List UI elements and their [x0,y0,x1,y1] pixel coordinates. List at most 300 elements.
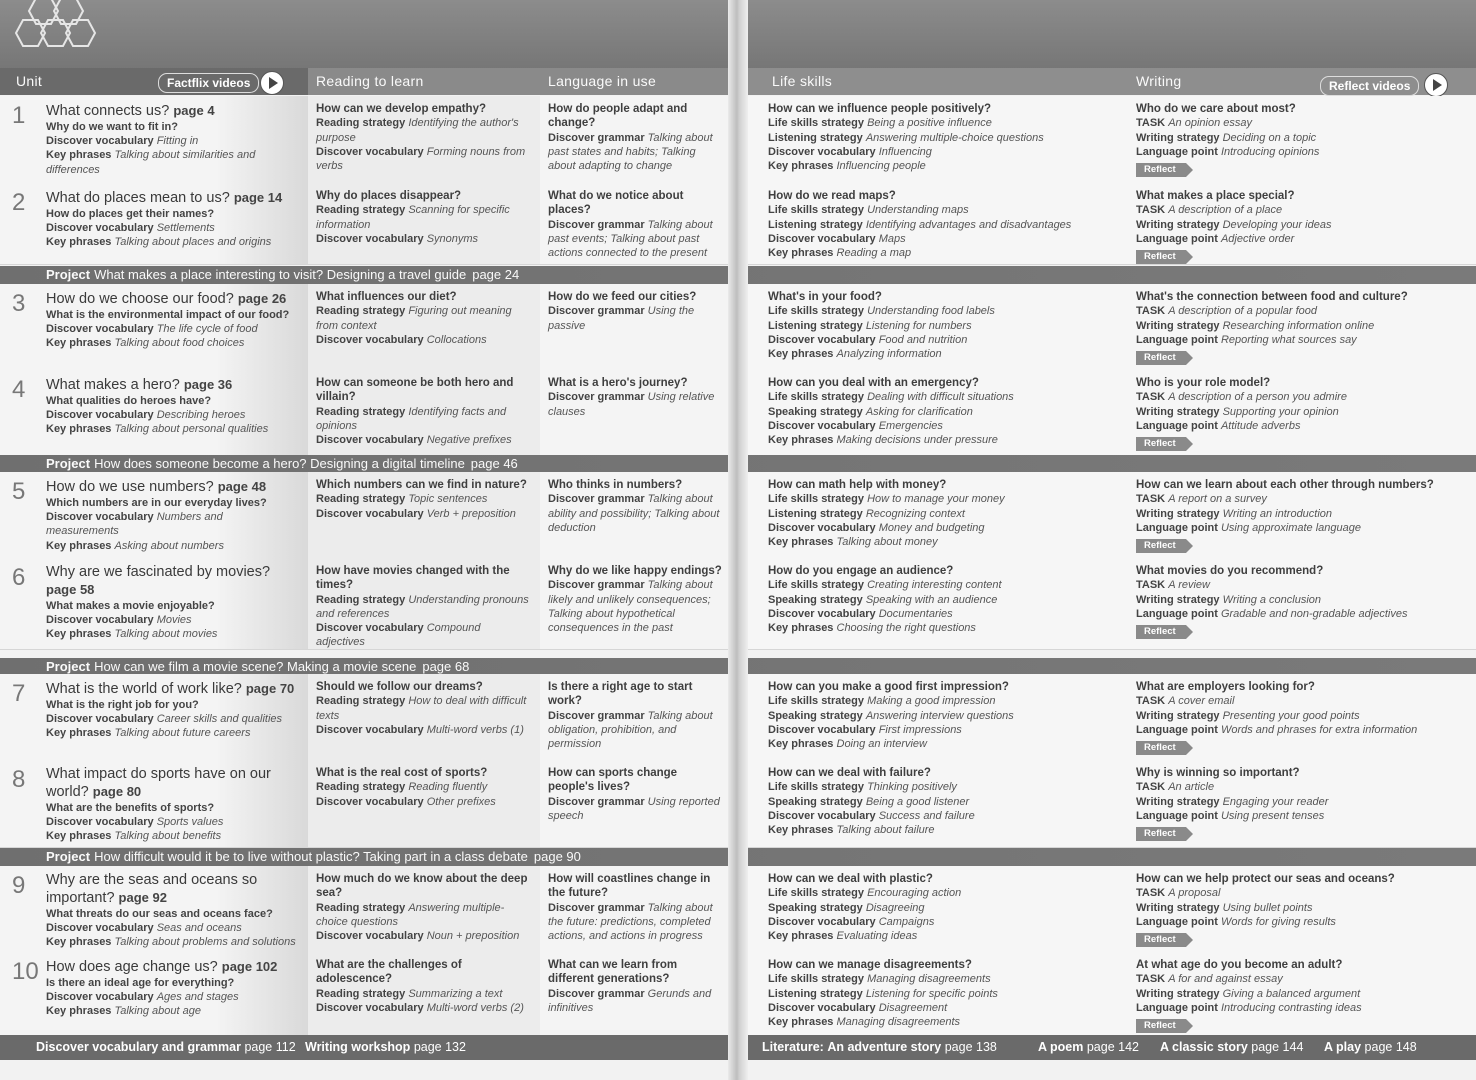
writing-cell [1128,760,1476,847]
unit-question [46,958,298,976]
unit-cell[interactable] [0,183,308,264]
unit-question-text: What connects us? [46,103,170,119]
detail-value: Identifying the author's purpose [316,117,519,144]
language-cell [540,760,730,847]
unit-number: 5 [12,478,26,505]
reading-cell-question: Should we follow our dreams? [316,681,483,693]
detail-line [768,304,1120,318]
detail-line [768,901,1120,915]
detail-value: Developing your ideas [1222,218,1332,231]
unit-cell[interactable] [0,866,308,952]
detail-line [1136,972,1468,986]
detail-label: Discover grammar [548,131,645,144]
detail-line [316,145,532,174]
detail-line [548,578,722,635]
detail-line [316,987,532,1001]
detail-value: Creating interesting content [867,579,1002,592]
detail-label: Discover vocabulary [46,991,154,1003]
detail-label: Life skills strategy [768,695,864,708]
detail-value: Synonyms [426,232,479,245]
unit-question [46,376,298,394]
writing-cell [1128,558,1476,649]
reading-cell [308,952,540,1035]
detail-label: Key phrases [768,824,834,837]
detail-value: Attitude adverbs [1220,419,1301,432]
life-skills-cell [748,866,1128,952]
detail-value: The life cycle of food [156,323,258,335]
detail-value: Other prefixes [426,795,496,808]
reflect-play-icon[interactable] [1424,73,1448,97]
detail-label: Discover vocabulary [768,607,876,620]
detail-value: Influencing [878,145,932,158]
detail-value: A description of a place [1168,204,1283,217]
reflect-button[interactable]: Reflect [1136,250,1186,264]
detail-value: Talking about future careers [114,727,251,740]
language-cell-question: What is a hero's journey? [548,377,688,389]
detail-value: Campaigns [878,915,935,928]
detail-line [768,694,1120,708]
detail-line [768,507,1120,521]
detail-label: Listening strategy [768,131,863,144]
writing-cell [1128,370,1476,455]
footer-dvg-page: page 112 [244,1040,296,1054]
detail-value: Gerunds and infinitives [548,987,712,1014]
detail-line [46,336,298,350]
detail-label: Reading strategy [316,695,406,708]
detail-line [1136,304,1468,318]
life-skills-cell [748,558,1128,649]
unit-question-text: How do we use numbers? [46,479,214,495]
writing-cell-question: What makes a place special? [1136,190,1295,202]
detail-label: Listening strategy [768,507,863,520]
unit-number: 10 [12,958,39,985]
unit-question-text: What impact do sports have on our world? [46,766,271,800]
detail-value: Answering interview questions [865,709,1014,722]
detail-value: Being a good listener [865,795,970,808]
detail-value: Managing disagreements [836,1016,961,1029]
detail-label: Life skills strategy [768,305,864,318]
language-cell [540,96,730,183]
detail-value: First impressions [878,723,962,736]
detail-label: Life skills strategy [768,493,864,506]
life-skills-cell [748,284,1128,370]
detail-label: Key phrases [768,348,834,361]
detail-value: Talking about past events; Talking about past actions connected to the present [548,218,713,260]
detail-value: Choosing the right questions [836,622,976,635]
detail-line [1136,607,1468,621]
detail-value: Noun + preposition [426,930,520,943]
detail-label: Discover vocabulary [768,232,876,245]
reflect-button[interactable]: Reflect [1136,741,1186,755]
detail-label: Key phrases [46,830,112,843]
detail-value: Talking about obligation, prohibition, and permission [548,709,713,751]
unit-subquestion: Why do we want to fit in? [46,121,178,133]
detail-label: Language point [1136,723,1218,736]
writing-cell [1128,472,1476,558]
unit-number: 3 [12,290,26,317]
footer-poem-page: page 142 [1086,1040,1139,1054]
detail-label: Discover vocabulary [46,409,154,421]
unit-subquestion: What makes a movie enjoyable? [46,600,215,612]
detail-line [768,1015,1120,1029]
detail-label: TASK [1136,117,1166,130]
language-cell-question: How do people adapt and change? [548,103,688,130]
reading-cell [308,472,540,558]
book-spine [728,0,748,1080]
detail-label: Discover vocabulary [316,795,424,808]
project-title: How can we film a movie scene? Making a movie scene [94,659,417,674]
unit-cell[interactable] [0,284,308,370]
life-skills-cell [748,760,1128,847]
detail-label: Discover vocabulary [768,723,876,736]
factflix-videos-label[interactable]: Factflix videos [158,73,259,93]
detail-label: Discover vocabulary [768,809,876,822]
footer-poem-title: A poem [1038,1040,1084,1054]
unit-question [46,564,298,599]
detail-label: Key phrases [768,1016,834,1029]
detail-value: Fitting in [156,135,199,147]
language-cell [540,674,730,760]
unit-number: 6 [12,564,26,591]
unit-cell[interactable] [0,952,308,1035]
project-page: page 90 [533,849,581,864]
detail-line [548,304,722,333]
reflect-button[interactable]: Reflect [1136,625,1186,639]
writing-cell [1128,284,1476,370]
detail-line [316,405,532,434]
footer-lit-label: Literature: [762,1040,824,1054]
detail-label: Key phrases [46,539,112,552]
reflect-button[interactable]: Reflect [1136,539,1186,553]
detail-line [1136,232,1468,246]
reading-cell [308,674,540,760]
detail-label: Reading strategy [316,405,406,418]
unit-subquestion: What threats do our seas and oceans face? [46,908,273,920]
footer-literature[interactable] [762,1035,997,1060]
footer-ww-title: Writing workshop [305,1040,411,1054]
writing-cell-question: How can we learn about each other through numbers? [1136,479,1434,491]
detail-label: Speaking strategy [768,405,863,418]
detail-label: Language point [1136,521,1218,534]
life-skills-cell-question: How can math help with money? [768,479,947,491]
language-cell [540,866,730,952]
detail-value: Disagreement [878,1001,948,1014]
unit-question [46,478,298,496]
unit-subquestion: How do places get their names? [46,208,215,220]
detail-label: Life skills strategy [768,579,864,592]
project-title: How difficult would it be to live without plastic? Taking part in a class debate [94,849,528,864]
detail-line [46,921,298,935]
unit-header-label: Unit [16,73,43,89]
project-page: page 68 [422,659,470,674]
detail-line [316,333,532,347]
reflect-button[interactable]: Reflect [1136,827,1186,841]
unit-question [46,290,298,308]
footer-play-page: page 148 [1364,1040,1417,1054]
detail-label: Discover vocabulary [768,915,876,928]
reading-cell [308,866,540,952]
detail-value: Collocations [426,333,487,346]
unit-cell[interactable] [0,96,308,183]
detail-line [768,203,1120,217]
detail-label: Discover vocabulary [316,1001,424,1014]
life-skills-cell-question: How can we manage disagreements? [768,959,972,971]
detail-line [46,539,298,553]
unit-subquestion: What are the benefits of sports? [46,802,215,814]
unit-question [46,102,298,120]
detail-line [1136,901,1468,915]
unit-page: page 102 [221,959,278,974]
detail-label: Discover vocabulary [316,333,424,346]
detail-label: Discover vocabulary [46,713,154,725]
detail-line [46,935,298,949]
detail-line [768,347,1120,361]
unit-subquestion: What qualities do heroes have? [46,395,212,407]
detail-label: TASK [1136,695,1166,708]
detail-line [1136,709,1468,723]
writing-cell [1128,183,1476,264]
detail-line [46,627,298,641]
detail-value: Gradable and non-gradable adjectives [1220,607,1408,620]
detail-label: Writing strategy [1136,795,1220,808]
life-skills-cell [748,370,1128,455]
detail-line [46,221,298,235]
detail-label: Reading strategy [316,305,406,318]
detail-line [768,433,1120,447]
footer-classic[interactable] [1160,1035,1303,1060]
unit-question-text: Why are we fascinated by movies? [46,564,271,580]
unit-page: page 92 [118,890,167,905]
detail-value: Describing heroes [156,409,246,421]
detail-value: Talking about age [114,1005,201,1018]
language-header-label: Language in use [548,73,657,89]
detail-value: Answering multiple-choice questions [865,131,1044,144]
detail-value: Talking about money [836,536,938,549]
detail-value: Using the passive [548,305,695,332]
detail-value: Talking about past states and habits; Talking about adapting to change [548,131,713,173]
reflect-button[interactable]: Reflect [1136,163,1186,177]
detail-value: Listening for specific points [865,987,998,1000]
detail-line [46,829,298,843]
factflix-play-icon[interactable] [260,71,284,95]
life-skills-cell [748,472,1128,558]
language-cell [540,558,730,649]
detail-line [768,405,1120,419]
detail-value: Talking about the future: predictions, completed actions, and actions in progress [548,901,713,943]
detail-label: Reading strategy [316,781,406,794]
unit-question [46,680,298,698]
detail-value: Understanding maps [867,204,969,217]
detail-line [46,613,298,627]
detail-value: Evaluating ideas [836,930,918,943]
unit-number: 7 [12,680,26,707]
detail-line [316,694,532,723]
detail-line [768,390,1120,404]
detail-label: Writing strategy [1136,709,1220,722]
detail-label: Key phrases [46,727,112,740]
reading-cell-question: What are the challenges of adolescence? [316,959,462,986]
detail-value: Making decisions under pressure [836,434,998,447]
detail-line [1136,521,1468,535]
unit-question-text: Why are the seas and oceans so important? [46,872,258,906]
detail-value: Understanding pronouns and references [316,593,529,620]
unit-subquestion: What is the environmental impact of our food? [46,309,290,321]
detail-line [548,987,722,1016]
detail-line [46,510,298,539]
footer-dvg[interactable] [36,1035,296,1060]
life-skills-cell [748,96,1128,183]
detail-value: Influencing people [836,160,926,173]
detail-value: A review [1168,579,1210,592]
detail-label: Language point [1136,607,1218,620]
detail-line [768,929,1120,943]
reading-cell-question: How can we develop empathy? [316,103,486,115]
life-skills-cell-question: How can we deal with plastic? [768,873,933,885]
detail-label: TASK [1136,973,1166,986]
detail-line [768,1001,1120,1015]
detail-value: Encouraging action [867,887,962,900]
detail-label: Discover vocabulary [768,333,876,346]
detail-line [316,304,532,333]
detail-value: Talking about likely and unlikely consequences; Talking about hypothetical consequences in the past [548,579,713,635]
detail-value: Maps [878,232,906,245]
unit-cell[interactable] [0,370,308,455]
reflect-button[interactable]: Reflect [1136,351,1186,365]
reading-cell [308,760,540,847]
detail-value: Researching information online [1222,319,1375,332]
detail-line [316,1001,532,1015]
detail-label: TASK [1136,204,1166,217]
detail-value: Engaging your reader [1222,795,1329,808]
life-skills-cell-question: How can we influence people positively? [768,103,992,115]
detail-line [768,723,1120,737]
unit-cell[interactable] [0,760,308,847]
reading-cell [308,558,540,649]
detail-value: Asking for clarification [865,405,973,418]
reflect-button[interactable]: Reflect [1136,1019,1186,1033]
detail-value: How to manage your money [867,493,1005,506]
detail-label: Life skills strategy [768,781,864,794]
detail-label: TASK [1136,781,1166,794]
unit-page: page 26 [237,291,287,306]
detail-line [1136,694,1468,708]
project-label: Project [46,456,91,471]
detail-line [1136,390,1468,404]
language-cell [540,370,730,455]
detail-line [548,390,722,419]
unit-cell[interactable] [0,674,308,760]
detail-line [768,218,1120,232]
unit-cell[interactable] [0,472,308,558]
column-header-life-skills [748,68,1128,95]
detail-label: Reading strategy [316,204,406,217]
detail-value: Writing an introduction [1222,507,1333,520]
detail-value: Numbers and measurements [46,511,223,538]
detail-label: Discover vocabulary [46,511,154,523]
detail-label: Discover vocabulary [768,419,876,432]
detail-value: How to deal with difficult texts [316,695,527,722]
reflect-videos-label[interactable]: Reflect videos [1320,76,1419,96]
detail-label: Discover grammar [548,795,645,808]
detail-value: Talking about movies [114,628,218,641]
reading-cell-question: How much do we know about the deep sea? [316,873,528,900]
writing-cell [1128,674,1476,760]
detail-value: Scanning for specific information [316,204,510,231]
detail-label: Discover vocabulary [46,922,154,934]
detail-line [1136,492,1468,506]
detail-value: Settlements [156,222,215,234]
life-skills-cell-question: How do we read maps? [768,190,896,202]
detail-line [316,507,532,521]
detail-line [316,203,532,232]
language-cell [540,472,730,558]
footer-play-title: A play [1324,1040,1362,1054]
detail-line [1136,405,1468,419]
detail-line [316,901,532,930]
reflect-button[interactable]: Reflect [1136,437,1186,451]
column-header-language [540,68,730,95]
unit-subquestion: What is the right job for you? [46,699,199,711]
footer-poem[interactable] [1038,1035,1139,1060]
project-title: How does someone become a hero? Designing a digital timeline [94,456,465,471]
detail-line [768,809,1120,823]
detail-value: Career skills and qualities [156,713,283,725]
writing-cell-question: What movies do you recommend? [1136,565,1324,577]
detail-line [768,145,1120,159]
detail-line [768,795,1120,809]
unit-question [46,872,298,907]
detail-value: Forming nouns from verbs [316,145,526,173]
detail-line [316,492,532,506]
detail-label: Discover grammar [548,218,645,231]
project-label: Project [46,267,91,282]
detail-label: Key phrases [768,738,834,751]
detail-line [768,621,1120,635]
footer-adv-title: An adventure story [827,1040,942,1054]
detail-value: Supporting your opinion [1222,405,1339,418]
detail-label: Listening strategy [768,218,863,231]
footer-play[interactable] [1324,1035,1417,1060]
detail-line [316,116,532,145]
detail-line [1136,780,1468,794]
reflect-button[interactable]: Reflect [1136,933,1186,947]
detail-label: Discover grammar [548,391,645,404]
footer-writing-workshop[interactable] [305,1035,466,1060]
detail-line [768,419,1120,433]
detail-line [1136,578,1468,592]
detail-label: Discover vocabulary [316,723,424,736]
detail-label: Writing strategy [1136,507,1220,520]
detail-value: Recognizing context [865,507,965,520]
detail-value: Figuring out meaning from context [316,305,512,332]
detail-label: Key phrases [46,423,112,436]
reading-cell [308,183,540,264]
detail-value: Talking about food choices [114,337,245,350]
language-cell-question: How can sports change people's lives? [548,767,678,794]
detail-value: Reading fluently [408,781,488,794]
unit-number: 1 [12,102,26,129]
detail-label: Key phrases [768,536,834,549]
detail-label: Discover vocabulary [316,145,424,158]
detail-line [1136,886,1468,900]
detail-label: Key phrases [768,434,834,447]
language-cell-question: What can we learn from different generations? [548,959,678,986]
unit-question [46,766,298,801]
unit-cell[interactable] [0,558,308,649]
project-page: page 24 [472,267,520,282]
detail-label: Life skills strategy [768,117,864,130]
detail-value: Food and nutrition [878,333,968,346]
